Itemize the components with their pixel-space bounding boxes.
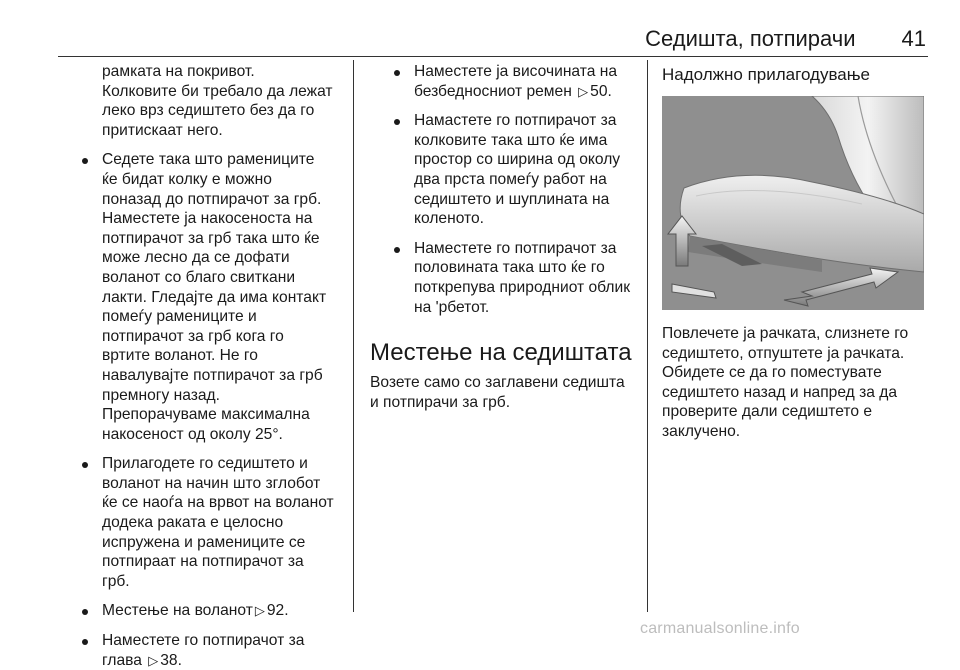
text-line: Повлечете ја рачката, слизнете го bbox=[662, 325, 909, 342]
text-line bbox=[414, 82, 642, 102]
text-line bbox=[102, 601, 348, 621]
text-line: помеѓу рамениците и bbox=[102, 308, 257, 326]
column-3 bbox=[662, 62, 930, 442]
text-line: седиштето, отпуштете ја рачката. bbox=[662, 344, 905, 362]
page-reference-icon: ▷ bbox=[254, 603, 265, 619]
text-line: два прста помеѓу работ на bbox=[414, 170, 607, 188]
bullet-item bbox=[58, 601, 348, 621]
column-1 bbox=[58, 62, 348, 670]
section-heading: Местење на седиштата bbox=[370, 339, 632, 367]
continued-paragraph bbox=[58, 62, 348, 140]
column-divider bbox=[353, 60, 354, 612]
text-line: простор со ширина од околу bbox=[414, 151, 621, 169]
text-line: грб. bbox=[102, 572, 130, 590]
text-fragment: безбедносниот ремен bbox=[414, 82, 572, 100]
text-line: на 'рбетот. bbox=[414, 298, 490, 316]
column-2 bbox=[370, 62, 642, 412]
watermark: carmanualsonline.info bbox=[640, 620, 800, 637]
text-line: Возете само со заглавени седишта bbox=[370, 374, 625, 392]
text-line: навалувајте потпирачот за грб bbox=[102, 366, 323, 384]
text-line: додека раката е целосно bbox=[102, 514, 284, 532]
column-divider bbox=[647, 60, 648, 612]
text-line: седиштето и шуплината на bbox=[414, 190, 610, 208]
text-line: и потпирачи за грб. bbox=[370, 393, 511, 411]
text-line: Намастете го потпирачот за bbox=[414, 112, 617, 130]
bullet-dot-icon bbox=[82, 462, 88, 468]
text-line: рамката на покривот. bbox=[102, 63, 255, 80]
bullet-dot-icon bbox=[82, 639, 88, 645]
text-line: коленото. bbox=[414, 210, 485, 228]
page-reference-icon: ▷ bbox=[148, 652, 159, 668]
text-line: Наместете го потпирачот за bbox=[414, 239, 617, 257]
text-line: вртите воланот. Не го bbox=[102, 347, 258, 365]
subsection-heading: Надолжно прилагодување bbox=[662, 65, 871, 84]
text-line: проверите дали седиштето е bbox=[662, 403, 873, 421]
text-line bbox=[102, 651, 348, 670]
text-line: Обидете се да го поместувате bbox=[662, 364, 882, 382]
header-rule bbox=[58, 56, 928, 57]
page-reference[interactable]: 50. bbox=[590, 82, 612, 100]
text-line: Седете така што рамениците bbox=[102, 151, 315, 169]
text-line: Наместете го потпирачот за bbox=[102, 632, 305, 650]
text-line: лакти. Гледајте да има контакт bbox=[102, 288, 327, 306]
text-line: Колковите би требало да лежат bbox=[102, 82, 333, 100]
bullet-item bbox=[370, 239, 642, 317]
text-line: Препорачуваме максимална bbox=[102, 406, 310, 424]
page-reference[interactable]: 38. bbox=[160, 651, 182, 669]
bullet-item bbox=[58, 631, 348, 670]
seat-illustration-icon bbox=[662, 96, 924, 310]
text-line: ќе се наоѓа на врвот на воланот bbox=[102, 494, 334, 512]
text-line: заклучено. bbox=[662, 422, 741, 440]
text-line: потпираат на потпирачот за bbox=[102, 553, 304, 571]
text-line: колковите така што ќе има bbox=[414, 131, 608, 149]
seat-adjustment-illustration bbox=[662, 96, 924, 310]
text-line: поткрепува природниот облик bbox=[414, 278, 631, 296]
bullet-item bbox=[370, 62, 642, 101]
text-line: леко врз седиштето без да го bbox=[102, 102, 315, 120]
bullet-dot-icon bbox=[82, 609, 88, 615]
page-number: 41 bbox=[901, 26, 926, 51]
figure-caption bbox=[662, 324, 930, 442]
text-line: поназад до потпирачот за грб. bbox=[102, 190, 322, 208]
page-reference-icon: ▷ bbox=[578, 83, 589, 99]
section-intro bbox=[370, 373, 642, 412]
text-line: половината така што ќе го bbox=[414, 259, 605, 277]
text-line: Прилагодете го седиштето и bbox=[102, 455, 308, 473]
text-line: Наместете ја височината на bbox=[414, 63, 618, 80]
text-line: воланот на начин што зглобот bbox=[102, 474, 321, 492]
page-title: Седишта, потпирачи bbox=[645, 26, 856, 51]
text-line: премногу назад. bbox=[102, 386, 220, 404]
text-line: испружена и рамениците се bbox=[102, 533, 306, 551]
text-line: притискаат него. bbox=[102, 121, 223, 139]
text-line: воланот со благо свиткани bbox=[102, 268, 296, 286]
bullet-item bbox=[370, 111, 642, 229]
page-reference[interactable]: 92. bbox=[266, 602, 289, 620]
text-line: потпирачот за грб кога го bbox=[102, 327, 284, 345]
steering-wheel-link-text[interactable]: Местење на воланот bbox=[102, 602, 253, 620]
bullet-dot-icon bbox=[394, 119, 400, 125]
text-line: може лесно да се дофати bbox=[102, 249, 290, 267]
text-line: накосеност од околу 25°. bbox=[102, 425, 283, 443]
text-fragment: глава bbox=[102, 651, 142, 669]
text-line: Наместете ја накосеноста на bbox=[102, 210, 313, 228]
bullet-dot-icon bbox=[82, 158, 88, 164]
text-line: потпирачот за грб така што ќе bbox=[102, 229, 320, 247]
text-line: седиштето назад и напред за да bbox=[662, 383, 898, 401]
page-header bbox=[640, 26, 926, 52]
bullet-item bbox=[58, 454, 348, 591]
bullet-dot-icon bbox=[394, 247, 400, 253]
text-line: ќе бидат колку е можно bbox=[102, 170, 272, 188]
bullet-dot-icon bbox=[394, 70, 400, 76]
bullet-item bbox=[58, 150, 348, 444]
